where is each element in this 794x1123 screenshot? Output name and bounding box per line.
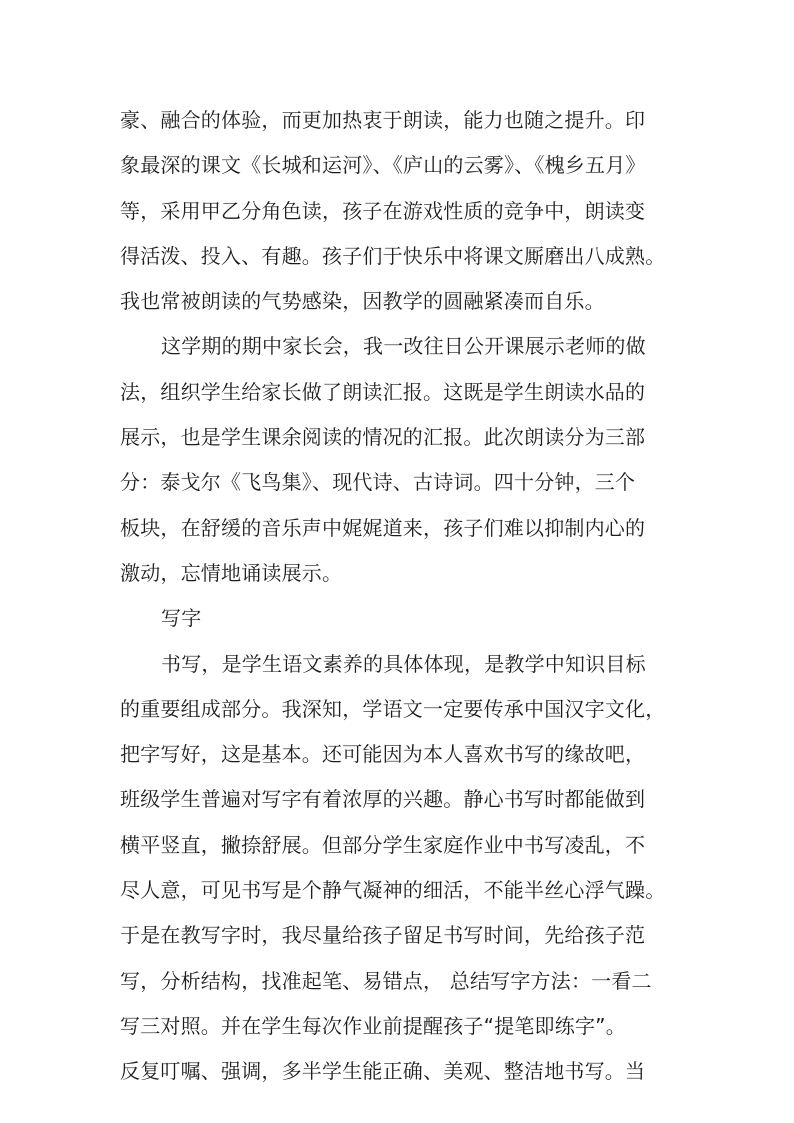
text-line: 豪、融合的体验，而更加热衷于朗读，能力也随之提升。印 xyxy=(120,108,646,132)
text-line: 写三对照。并在学生每次作业前提醒孩子“提笔即练字”。 xyxy=(120,1013,626,1038)
text-line: 于是在教写字时，我尽量给孩子留足书写时间，先给孩子范 xyxy=(120,923,646,948)
paragraph-start-line: 书写，是学生语文素养的具体体现，是教学中知识目标 xyxy=(161,651,646,676)
text-line: 分：泰戈尔《飞鸟集》、现代诗、古诗词。四十分钟，三个 xyxy=(120,470,636,495)
text-line: 法，组织学生给家长做了朗读汇报。这既是学生朗读水品的 xyxy=(120,379,646,404)
text-line: 尽人意，可见书写是个静气凝神的细活，不能半丝心浮气躁。 xyxy=(120,878,666,903)
text-line: 写，分析结构，找准起笔、易错点， 总结写字方法：一看二 xyxy=(120,968,652,993)
text-line: 我也常被朗读的气势感染，因教学的圆融紧凑而自乐。 xyxy=(120,289,605,314)
text-line: 等，采用甲乙分角色读，孩子在游戏性质的竞争中，朗读变 xyxy=(120,198,646,223)
text-line: 得活泼、投入、有趣。孩子们于快乐中将课文厮磨出八成熟。 xyxy=(120,243,666,268)
section-heading: 写字 xyxy=(161,606,202,631)
text-line: 把字写好，这是基本。还可能因为本人喜欢书写的缘故吧， xyxy=(120,742,646,767)
text-line: 板块，在舒缓的音乐声中娓娓道来，孩子们难以抑制内心的 xyxy=(120,515,646,540)
text-line: 反复叮嘱、强调，多半学生能正确、美观、整洁地书写。当 xyxy=(120,1059,646,1084)
document-body xyxy=(120,98,680,1095)
text-line: 横平竖直，撇捺舒展。但部分学生家庭作业中书写凌乱，不 xyxy=(120,832,646,857)
text-line: 展示，也是学生课余阅读的情况的汇报。此次朗读分为三部 xyxy=(120,425,646,450)
text-line: 班级学生普遍对写字有着浓厚的兴趣。静心书写时都能做到 xyxy=(120,787,646,812)
paragraph-start-line: 这学期的期中家长会，我一改往日公开课展示老师的做 xyxy=(161,334,646,359)
text-line: 的重要组成部分。我深知，学语文一定要传承中国汉字文化， xyxy=(120,696,666,721)
text-line: 激动，忘情地诵读展示。 xyxy=(120,560,343,585)
text-line: 象最深的课文《长城和运河》、《庐山的云雾》、《槐乡五月》 xyxy=(120,153,646,178)
